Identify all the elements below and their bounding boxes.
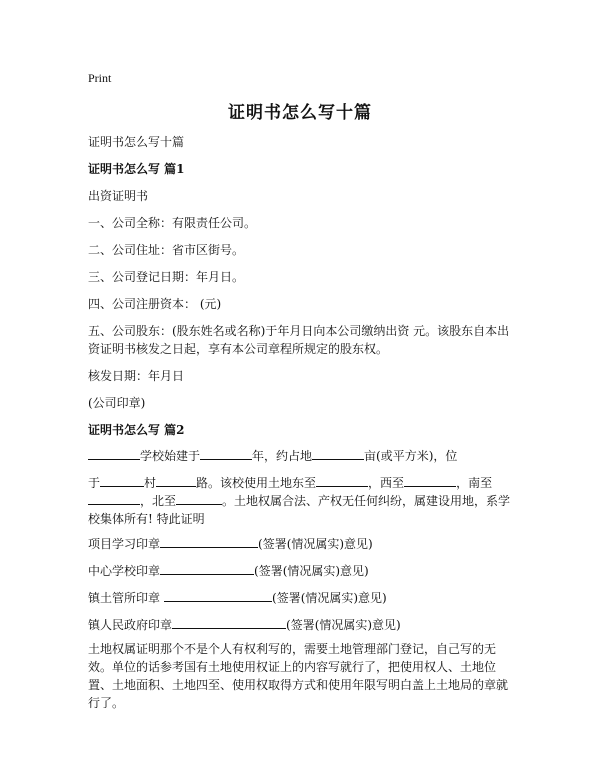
intro-text: 证明书怎么写十篇 — [88, 135, 185, 149]
signature-label: 项目学习印章 — [88, 537, 161, 551]
blank-field — [312, 447, 364, 460]
text-fragment: 。土地权属合法、产权无任何纠纷，属建设用地，系学 — [222, 494, 511, 508]
text-fragment: 学校始建于 — [140, 449, 201, 463]
section1-item5: 五、公司股东：(股东姓名或名称)于年月日向本公司缴纳出资 元。该股东自本出资证明书核发之日起，享有本公司章程所规定的股东权。 — [88, 324, 510, 356]
section2-heading: 证明书怎么写 篇2 — [88, 423, 185, 437]
blank-field — [176, 492, 222, 505]
section1-item3: 三、公司登记日期：年月日。 — [88, 270, 245, 284]
text-fragment: 村 — [144, 476, 157, 490]
signature-blank — [160, 562, 254, 575]
signature-blank — [172, 616, 286, 629]
text-fragment: 于 — [88, 476, 101, 490]
text-fragment: ，南至 — [456, 476, 493, 490]
signature-suffix: (签署(情况属实)意见) — [254, 564, 369, 578]
blank-field — [156, 474, 196, 487]
section1-item1: 一、公司全称：有限责任公司。 — [88, 216, 257, 230]
signature-label: 镇土管所印章 — [88, 591, 161, 605]
blank-field — [316, 474, 368, 487]
closing-paragraph: 土地权属证明那个不是个人有权利写的，需要土地管理部门登记，自己写的无效。单位的话参考国有土地使用权证上的内容写就行了，把使用权人、土地位置、土地面积、土地四至、使用权取得方式和使用年限写明白盖上土地局的章就行了。 — [88, 642, 509, 710]
signature-suffix: (签署(情况属实)意见) — [272, 591, 387, 605]
blank-field — [200, 447, 252, 460]
section2-line4: 校集体所有! 特此证明 — [88, 512, 205, 526]
signature-line-2 — [88, 562, 369, 580]
blank-field — [100, 474, 144, 487]
section1-item4: 四、公司注册资本： (元) — [88, 297, 222, 311]
text-fragment: ，北至 — [140, 494, 177, 508]
text-fragment: 年，约占地 — [252, 449, 313, 463]
signature-label: 中心学校印章 — [88, 564, 161, 578]
issue-date: 核发日期：年月日 — [88, 369, 185, 383]
text-fragment: ，西至 — [368, 476, 405, 490]
signature-blank — [164, 589, 272, 602]
blank-field — [88, 492, 140, 505]
print-label[interactable]: Print — [88, 71, 112, 85]
section2-line1 — [88, 447, 457, 465]
signature-blank — [160, 535, 258, 548]
section2-line2 — [88, 474, 492, 492]
signature-suffix: (签署(情况属实)意见) — [286, 618, 401, 632]
signature-label: 镇人民政府印章 — [88, 618, 173, 632]
section2-line3 — [88, 492, 510, 510]
signature-line-4 — [88, 616, 401, 634]
company-seal: (公司印章) — [88, 396, 146, 410]
signature-line-1 — [88, 535, 373, 553]
section1-doc-name: 出资证明书 — [88, 189, 149, 203]
page-title: 证明书怎么写十篇 — [228, 103, 372, 123]
signature-line-3 — [88, 589, 387, 607]
section1-heading: 证明书怎么写 篇1 — [88, 162, 185, 176]
text-fragment: 亩(或平方米)，位 — [364, 449, 458, 463]
blank-field — [88, 447, 140, 460]
signature-suffix: (签署(情况属实)意见) — [258, 537, 373, 551]
blank-field — [404, 474, 456, 487]
text-fragment: 路。该校使用土地东至 — [196, 476, 317, 490]
section1-item2: 二、公司住址：省市区街号。 — [88, 243, 245, 257]
